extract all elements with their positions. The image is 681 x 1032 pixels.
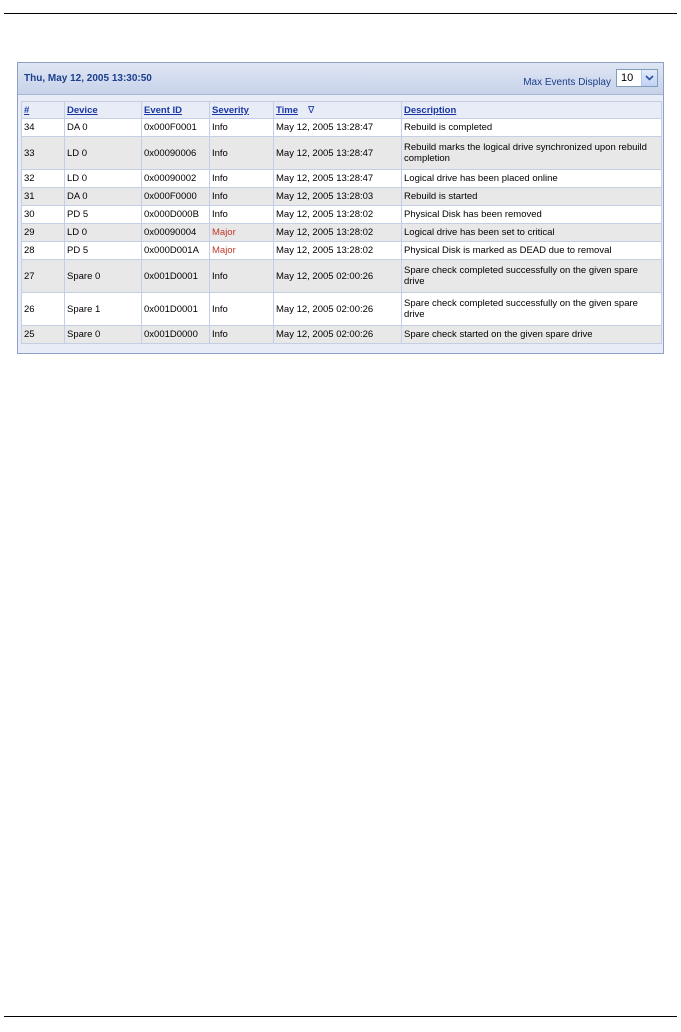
- cell-time: May 12, 2005 13:28:03: [274, 188, 402, 206]
- cell-description: Rebuild is started: [402, 188, 662, 206]
- table-row: [22, 170, 662, 188]
- col-header-description[interactable]: Description: [402, 102, 662, 119]
- col-header-device[interactable]: Device: [65, 102, 142, 119]
- event-log-panel: [17, 62, 664, 354]
- cell-severity: Info: [210, 170, 274, 188]
- cell-number: 28: [22, 242, 65, 260]
- cell-device: PD 5: [65, 242, 142, 260]
- cell-severity: Info: [210, 119, 274, 137]
- cell-severity: Info: [210, 326, 274, 344]
- panel-header: [18, 63, 663, 95]
- col-header-time-label: Time: [276, 104, 299, 116]
- cell-number: 30: [22, 206, 65, 224]
- sort-descending-icon[interactable]: ∇: [308, 104, 315, 116]
- cell-time: May 12, 2005 13:28:47: [274, 137, 402, 170]
- cell-event-id: 0x000F0000: [142, 188, 210, 206]
- table-row: [22, 224, 662, 242]
- cell-description: Logical drive has been set to critical: [402, 224, 662, 242]
- cell-severity: Info: [210, 188, 274, 206]
- table-row: [22, 119, 662, 137]
- cell-severity: Info: [210, 293, 274, 326]
- table-row: [22, 206, 662, 224]
- cell-description: Rebuild is completed: [402, 119, 662, 137]
- events-table-body: [22, 119, 662, 344]
- page-top-rule: [4, 13, 677, 14]
- cell-device: Spare 0: [65, 326, 142, 344]
- max-events-label: Max Events Display: [523, 77, 611, 88]
- chevron-down-icon[interactable]: [641, 70, 657, 86]
- cell-number: 34: [22, 119, 65, 137]
- col-header-event-id[interactable]: Event ID: [142, 102, 210, 119]
- cell-time: May 12, 2005 13:28:47: [274, 119, 402, 137]
- table-row: [22, 260, 662, 293]
- table-row: [22, 188, 662, 206]
- cell-severity: Major: [210, 242, 274, 260]
- cell-event-id: 0x001D0000: [142, 326, 210, 344]
- cell-number: 26: [22, 293, 65, 326]
- cell-device: LD 0: [65, 137, 142, 170]
- cell-description: Spare check completed successfully on the given spare drive: [402, 260, 662, 293]
- cell-event-id: 0x000D001A: [142, 242, 210, 260]
- cell-device: DA 0: [65, 119, 142, 137]
- table-row: [22, 137, 662, 170]
- cell-description: Logical drive has been placed online: [402, 170, 662, 188]
- cell-number: 27: [22, 260, 65, 293]
- cell-event-id: 0x001D0001: [142, 293, 210, 326]
- cell-severity: Info: [210, 137, 274, 170]
- col-header-number[interactable]: #: [22, 102, 65, 119]
- cell-severity: Info: [210, 260, 274, 293]
- cell-event-id: 0x00090002: [142, 170, 210, 188]
- table-row: [22, 326, 662, 344]
- cell-number: 29: [22, 224, 65, 242]
- col-header-time[interactable]: [274, 102, 402, 119]
- cell-event-id: 0x000D000B: [142, 206, 210, 224]
- cell-description: Spare check completed successfully on the given spare drive: [402, 293, 662, 326]
- cell-time: May 12, 2005 02:00:26: [274, 293, 402, 326]
- cell-device: Spare 0: [65, 260, 142, 293]
- max-events-select[interactable]: [616, 69, 658, 87]
- cell-description: Physical Disk has been removed: [402, 206, 662, 224]
- cell-severity: Major: [210, 224, 274, 242]
- cell-event-id: 0x00090006: [142, 137, 210, 170]
- cell-number: 33: [22, 137, 65, 170]
- cell-description: Rebuild marks the logical drive synchronized upon rebuild completion: [402, 137, 662, 170]
- events-table: [21, 101, 662, 344]
- cell-time: May 12, 2005 02:00:26: [274, 260, 402, 293]
- cell-time: May 12, 2005 13:28:47: [274, 170, 402, 188]
- cell-event-id: 0x000F0001: [142, 119, 210, 137]
- cell-number: 32: [22, 170, 65, 188]
- cell-device: Spare 1: [65, 293, 142, 326]
- col-header-severity[interactable]: Severity: [210, 102, 274, 119]
- cell-device: PD 5: [65, 206, 142, 224]
- cell-time: May 12, 2005 13:28:02: [274, 206, 402, 224]
- table-row: [22, 242, 662, 260]
- cell-device: LD 0: [65, 170, 142, 188]
- cell-event-id: 0x00090004: [142, 224, 210, 242]
- cell-severity: Info: [210, 206, 274, 224]
- cell-device: DA 0: [65, 188, 142, 206]
- cell-description: Spare check started on the given spare drive: [402, 326, 662, 344]
- table-header-row: [22, 102, 662, 119]
- cell-time: May 12, 2005 02:00:26: [274, 326, 402, 344]
- max-events-value: 10: [621, 72, 634, 84]
- cell-number: 25: [22, 326, 65, 344]
- cell-device: LD 0: [65, 224, 142, 242]
- table-row: [22, 293, 662, 326]
- page-bottom-rule: [4, 1016, 677, 1017]
- panel-datetime-title: Thu, May 12, 2005 13:30:50: [24, 73, 152, 84]
- cell-time: May 12, 2005 13:28:02: [274, 224, 402, 242]
- cell-event-id: 0x001D0001: [142, 260, 210, 293]
- cell-time: May 12, 2005 13:28:02: [274, 242, 402, 260]
- cell-number: 31: [22, 188, 65, 206]
- cell-description: Physical Disk is marked as DEAD due to removal: [402, 242, 662, 260]
